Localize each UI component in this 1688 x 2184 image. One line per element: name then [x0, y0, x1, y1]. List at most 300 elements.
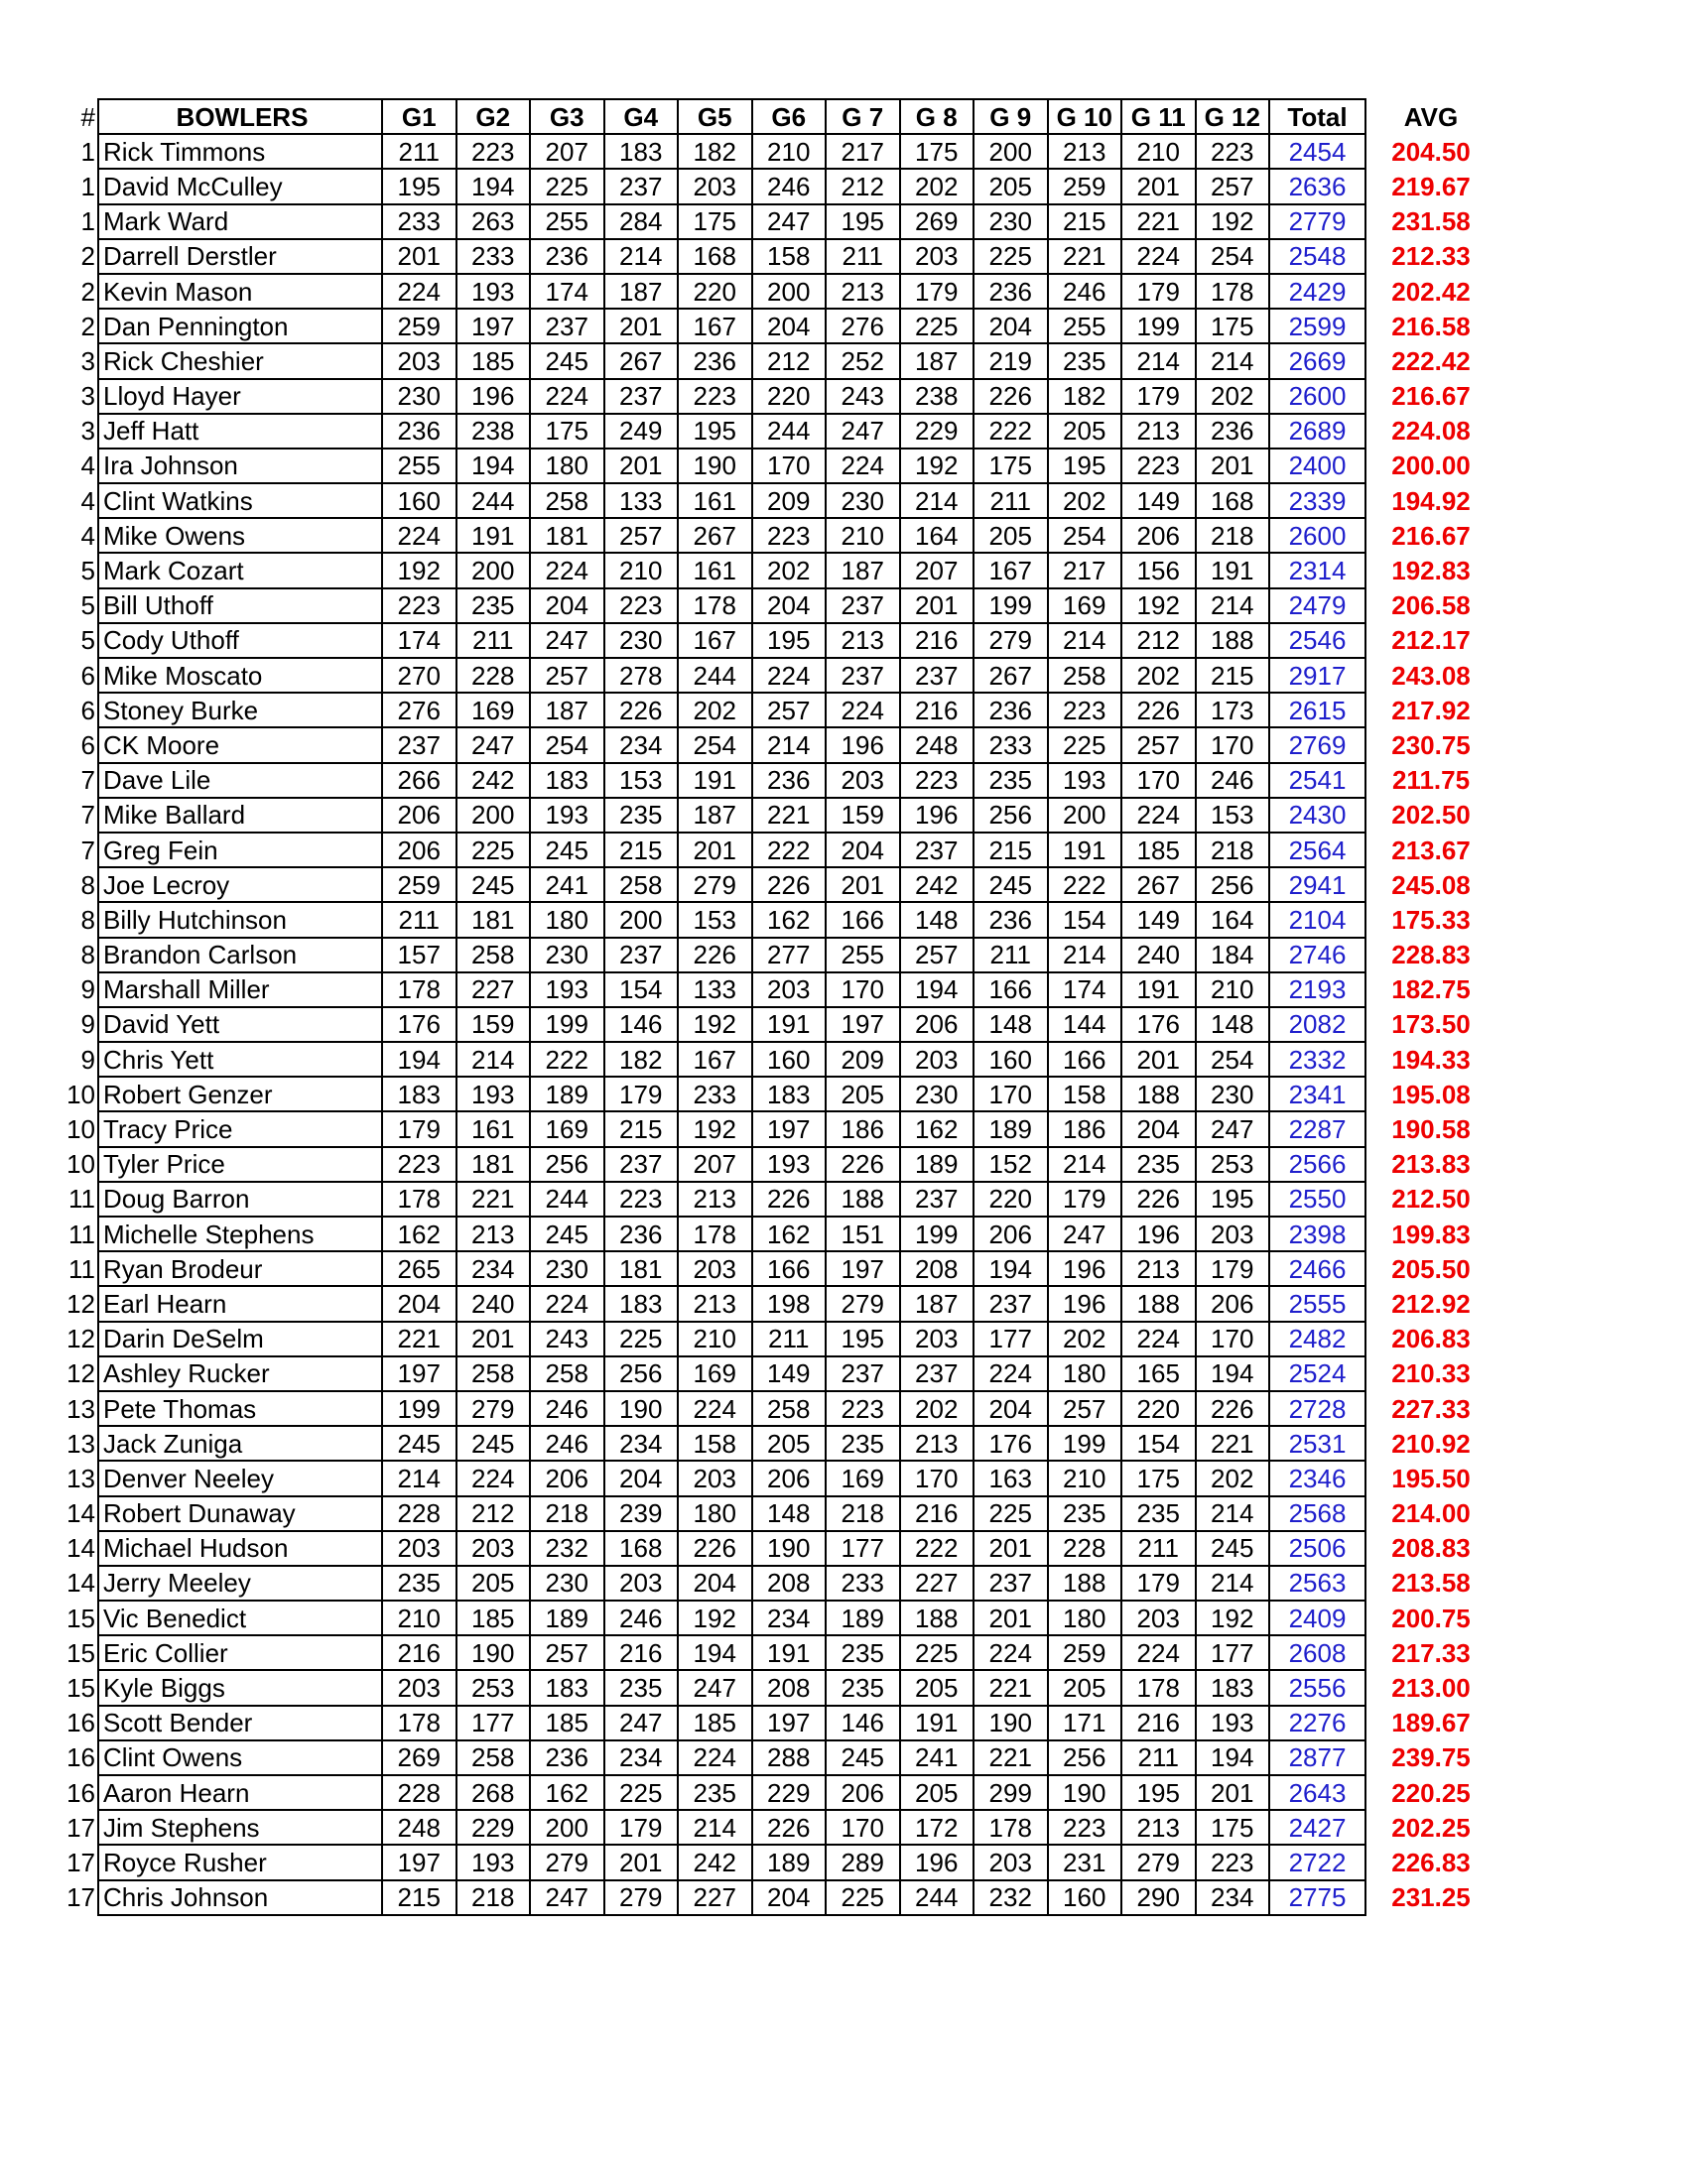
game-2-score-cell: 223	[456, 134, 531, 169]
game-3-score-cell: 189	[530, 1077, 604, 1111]
table-row	[56, 1706, 1495, 1740]
game-3-score-cell: 236	[530, 1740, 604, 1775]
game-11-score-cell: 216	[1121, 1706, 1196, 1740]
game-7-score-cell: 230	[826, 483, 900, 518]
game-3-score-cell: 218	[530, 1496, 604, 1531]
game-4-score-cell: 284	[604, 204, 679, 239]
table-row	[56, 1147, 1495, 1182]
game-6-score-cell: 246	[752, 169, 827, 203]
game-7-score-cell: 235	[826, 1635, 900, 1670]
rank-cell: 6	[80, 729, 95, 760]
header-game-12: G 12	[1196, 99, 1270, 134]
bowler-name-cell: Pete Thomas	[98, 1391, 382, 1426]
game-7-score-cell: 289	[826, 1845, 900, 1879]
game-11-score-cell: 188	[1121, 1286, 1196, 1321]
game-9-score-cell: 200	[974, 134, 1048, 169]
game-9-score-cell: 194	[974, 1251, 1048, 1286]
game-3-score-cell: 206	[530, 1461, 604, 1495]
bowler-name-cell: Joe Lecroy	[98, 867, 382, 902]
game-11-score-cell: 221	[1121, 204, 1196, 239]
game-2-score-cell: 258	[456, 938, 531, 972]
game-12-score-cell: 214	[1196, 1496, 1270, 1531]
game-5-score-cell: 227	[678, 1880, 752, 1915]
game-5-score-cell: 182	[678, 134, 752, 169]
game-1-score-cell: 276	[382, 693, 456, 727]
game-6-score-cell: 220	[752, 379, 827, 414]
game-3-score-cell: 193	[530, 798, 604, 833]
game-4-score-cell: 133	[604, 483, 679, 518]
table-row	[56, 798, 1495, 833]
game-1-score-cell: 194	[382, 1042, 456, 1077]
total-cell: 2568	[1269, 1496, 1365, 1531]
game-4-score-cell: 215	[604, 833, 679, 867]
game-3-score-cell: 247	[530, 623, 604, 658]
game-9-score-cell: 236	[974, 693, 1048, 727]
game-10-score-cell: 255	[1048, 309, 1122, 343]
game-8-score-cell: 216	[900, 693, 974, 727]
table-row	[56, 449, 1495, 483]
bowler-name-cell: Mark Cozart	[98, 553, 382, 587]
game-1-score-cell: 223	[382, 1147, 456, 1182]
bowler-name-cell: Tyler Price	[98, 1147, 382, 1182]
game-7-score-cell: 279	[826, 1286, 900, 1321]
total-cell: 2506	[1269, 1531, 1365, 1566]
game-2-score-cell: 193	[456, 274, 531, 309]
total-cell: 2555	[1269, 1286, 1365, 1321]
game-2-score-cell: 194	[456, 449, 531, 483]
game-7-score-cell: 209	[826, 1042, 900, 1077]
average-cell: 239.75	[1391, 1742, 1471, 1773]
game-10-score-cell: 213	[1048, 134, 1122, 169]
game-10-score-cell: 205	[1048, 414, 1122, 449]
game-8-score-cell: 179	[900, 274, 974, 309]
table-row	[56, 938, 1495, 972]
game-10-score-cell: 158	[1048, 1077, 1122, 1111]
game-1-score-cell: 203	[382, 1531, 456, 1566]
game-8-score-cell: 214	[900, 483, 974, 518]
game-7-score-cell: 226	[826, 1147, 900, 1182]
bowler-name-cell: Robert Dunaway	[98, 1496, 382, 1531]
game-7-score-cell: 213	[826, 274, 900, 309]
game-8-score-cell: 242	[900, 867, 974, 902]
game-3-score-cell: 224	[530, 379, 604, 414]
average-cell: 182.75	[1391, 974, 1471, 1005]
game-6-score-cell: 208	[752, 1566, 827, 1601]
game-3-score-cell: 255	[530, 204, 604, 239]
bowler-name-cell: Ira Johnson	[98, 449, 382, 483]
game-3-score-cell: 230	[530, 1566, 604, 1601]
game-3-score-cell: 189	[530, 1601, 604, 1635]
header-game-4: G4	[604, 99, 679, 134]
game-6-score-cell: 189	[752, 1845, 827, 1879]
game-3-score-cell: 246	[530, 1426, 604, 1461]
game-1-score-cell: 237	[382, 727, 456, 762]
game-3-score-cell: 258	[530, 1356, 604, 1391]
rank-cell: 9	[80, 1009, 95, 1040]
game-3-score-cell: 207	[530, 134, 604, 169]
game-9-score-cell: 167	[974, 553, 1048, 587]
average-cell: 224.08	[1391, 416, 1471, 447]
game-7-score-cell: 197	[826, 1007, 900, 1042]
game-5-score-cell: 233	[678, 1077, 752, 1111]
header-bowlers: BOWLERS	[98, 99, 382, 134]
total-cell: 2722	[1269, 1845, 1365, 1879]
rank-cell: 2	[80, 276, 95, 307]
game-6-score-cell: 202	[752, 553, 827, 587]
average-cell: 210.92	[1391, 1428, 1471, 1459]
game-8-score-cell: 222	[900, 1531, 974, 1566]
game-10-score-cell: 166	[1048, 1042, 1122, 1077]
game-10-score-cell: 188	[1048, 1566, 1122, 1601]
game-8-score-cell: 216	[900, 1496, 974, 1531]
game-9-score-cell: 211	[974, 483, 1048, 518]
game-6-score-cell: 200	[752, 274, 827, 309]
game-4-score-cell: 237	[604, 938, 679, 972]
game-2-score-cell: 245	[456, 1426, 531, 1461]
total-cell: 2104	[1269, 902, 1365, 937]
rank-cell: 10	[66, 1114, 95, 1145]
table-row	[56, 1461, 1495, 1495]
game-11-score-cell: 179	[1121, 379, 1196, 414]
game-4-score-cell: 214	[604, 239, 679, 274]
game-7-score-cell: 276	[826, 309, 900, 343]
game-9-score-cell: 201	[974, 1601, 1048, 1635]
game-9-score-cell: 237	[974, 1566, 1048, 1601]
game-4-score-cell: 225	[604, 1775, 679, 1810]
game-1-score-cell: 259	[382, 309, 456, 343]
game-8-score-cell: 202	[900, 169, 974, 203]
game-3-score-cell: 162	[530, 1775, 604, 1810]
game-5-score-cell: 194	[678, 1635, 752, 1670]
game-12-score-cell: 230	[1196, 1077, 1270, 1111]
game-1-score-cell: 204	[382, 1286, 456, 1321]
table-row	[56, 1810, 1495, 1845]
game-7-score-cell: 195	[826, 1322, 900, 1356]
game-6-score-cell: 221	[752, 798, 827, 833]
game-12-score-cell: 253	[1196, 1147, 1270, 1182]
game-8-score-cell: 237	[900, 833, 974, 867]
table-row	[56, 239, 1495, 274]
game-8-score-cell: 229	[900, 414, 974, 449]
game-10-score-cell: 223	[1048, 1810, 1122, 1845]
total-cell: 2479	[1269, 588, 1365, 623]
game-3-score-cell: 230	[530, 938, 604, 972]
game-5-score-cell: 235	[678, 1775, 752, 1810]
average-cell: 231.58	[1391, 206, 1471, 237]
game-10-score-cell: 182	[1048, 379, 1122, 414]
game-1-score-cell: 211	[382, 134, 456, 169]
game-4-score-cell: 223	[604, 588, 679, 623]
game-10-score-cell: 191	[1048, 833, 1122, 867]
game-4-score-cell: 237	[604, 169, 679, 203]
game-5-score-cell: 254	[678, 727, 752, 762]
game-3-score-cell: 230	[530, 1251, 604, 1286]
game-6-score-cell: 224	[752, 658, 827, 693]
table-row	[56, 169, 1495, 203]
rank-cell: 1	[80, 136, 95, 167]
game-9-score-cell: 220	[974, 1182, 1048, 1217]
table-row	[56, 1775, 1495, 1810]
average-cell: 227.33	[1391, 1393, 1471, 1424]
game-7-score-cell: 188	[826, 1182, 900, 1217]
total-cell: 2466	[1269, 1251, 1365, 1286]
game-3-score-cell: 225	[530, 169, 604, 203]
game-2-score-cell: 235	[456, 588, 531, 623]
game-1-score-cell: 201	[382, 239, 456, 274]
game-11-score-cell: 156	[1121, 553, 1196, 587]
game-12-score-cell: 178	[1196, 274, 1270, 309]
game-2-score-cell: 229	[456, 1810, 531, 1845]
table-row	[56, 1391, 1495, 1426]
game-2-score-cell: 194	[456, 169, 531, 203]
game-9-score-cell: 148	[974, 1007, 1048, 1042]
game-5-score-cell: 224	[678, 1740, 752, 1775]
game-10-score-cell: 247	[1048, 1217, 1122, 1251]
game-5-score-cell: 178	[678, 1217, 752, 1251]
game-8-score-cell: 223	[900, 763, 974, 798]
game-9-score-cell: 203	[974, 1845, 1048, 1879]
game-1-score-cell: 210	[382, 1601, 456, 1635]
game-12-score-cell: 175	[1196, 1810, 1270, 1845]
game-10-score-cell: 235	[1048, 1496, 1122, 1531]
total-cell: 2287	[1269, 1111, 1365, 1146]
game-7-score-cell: 151	[826, 1217, 900, 1251]
total-cell: 2482	[1269, 1322, 1365, 1356]
game-10-score-cell: 217	[1048, 553, 1122, 587]
average-cell: 228.83	[1391, 940, 1471, 970]
game-7-score-cell: 245	[826, 1740, 900, 1775]
game-1-score-cell: 266	[382, 763, 456, 798]
bowler-name-cell: Marshall Miller	[98, 972, 382, 1007]
game-3-score-cell: 232	[530, 1531, 604, 1566]
game-1-score-cell: 269	[382, 1740, 456, 1775]
game-10-score-cell: 256	[1048, 1740, 1122, 1775]
average-cell: 211.75	[1391, 765, 1471, 796]
game-6-score-cell: 214	[752, 727, 827, 762]
game-7-score-cell: 235	[826, 1426, 900, 1461]
game-10-score-cell: 196	[1048, 1286, 1122, 1321]
game-11-score-cell: 224	[1121, 1635, 1196, 1670]
game-2-score-cell: 225	[456, 833, 531, 867]
rank-cell: 1	[80, 206, 95, 237]
header-game-2: G2	[456, 99, 531, 134]
game-12-score-cell: 184	[1196, 938, 1270, 972]
game-8-score-cell: 244	[900, 1880, 974, 1915]
game-3-score-cell: 254	[530, 727, 604, 762]
game-11-score-cell: 185	[1121, 833, 1196, 867]
game-6-score-cell: 257	[752, 693, 827, 727]
game-2-score-cell: 227	[456, 972, 531, 1007]
game-5-score-cell: 203	[678, 1251, 752, 1286]
game-4-score-cell: 146	[604, 1007, 679, 1042]
table-row	[56, 1042, 1495, 1077]
game-9-score-cell: 222	[974, 414, 1048, 449]
game-6-score-cell: 226	[752, 867, 827, 902]
rank-cell: 15	[66, 1637, 95, 1668]
game-4-score-cell: 239	[604, 1496, 679, 1531]
game-5-score-cell: 213	[678, 1286, 752, 1321]
game-8-score-cell: 194	[900, 972, 974, 1007]
average-cell: 222.42	[1391, 345, 1471, 376]
game-6-score-cell: 162	[752, 902, 827, 937]
game-2-score-cell: 238	[456, 414, 531, 449]
rank-cell: 12	[66, 1288, 95, 1319]
game-1-score-cell: 206	[382, 798, 456, 833]
game-11-score-cell: 206	[1121, 518, 1196, 553]
game-4-score-cell: 201	[604, 449, 679, 483]
game-5-score-cell: 187	[678, 798, 752, 833]
game-1-score-cell: 245	[382, 1426, 456, 1461]
game-8-score-cell: 237	[900, 1356, 974, 1391]
bowler-name-cell: Earl Hearn	[98, 1286, 382, 1321]
table-row	[56, 1007, 1495, 1042]
game-11-score-cell: 224	[1121, 798, 1196, 833]
game-5-score-cell: 279	[678, 867, 752, 902]
game-6-score-cell: 183	[752, 1077, 827, 1111]
rank-cell: 3	[80, 381, 95, 412]
game-6-score-cell: 212	[752, 343, 827, 378]
game-6-score-cell: 158	[752, 239, 827, 274]
game-7-score-cell: 210	[826, 518, 900, 553]
game-10-score-cell: 186	[1048, 1111, 1122, 1146]
game-11-score-cell: 240	[1121, 938, 1196, 972]
game-7-score-cell: 223	[826, 1391, 900, 1426]
game-1-score-cell: 174	[382, 623, 456, 658]
bowlers-table	[56, 98, 1495, 1916]
game-4-score-cell: 279	[604, 1880, 679, 1915]
game-2-score-cell: 201	[456, 1322, 531, 1356]
game-12-score-cell: 236	[1196, 414, 1270, 449]
total-cell: 2550	[1269, 1182, 1365, 1217]
game-4-score-cell: 183	[604, 134, 679, 169]
game-4-score-cell: 153	[604, 763, 679, 798]
game-10-score-cell: 235	[1048, 343, 1122, 378]
table-row	[56, 588, 1495, 623]
game-9-score-cell: 204	[974, 1391, 1048, 1426]
total-cell: 2566	[1269, 1147, 1365, 1182]
bowler-name-cell: Mark Ward	[98, 204, 382, 239]
bowler-name-cell: CK Moore	[98, 727, 382, 762]
game-7-score-cell: 203	[826, 763, 900, 798]
game-4-score-cell: 154	[604, 972, 679, 1007]
game-6-score-cell: 288	[752, 1740, 827, 1775]
game-3-score-cell: 174	[530, 274, 604, 309]
game-1-score-cell: 265	[382, 1251, 456, 1286]
game-11-score-cell: 279	[1121, 1845, 1196, 1879]
game-8-score-cell: 203	[900, 1322, 974, 1356]
game-2-score-cell: 203	[456, 1531, 531, 1566]
header-game-9: G 9	[974, 99, 1048, 134]
game-11-score-cell: 179	[1121, 274, 1196, 309]
game-6-score-cell: 166	[752, 1251, 827, 1286]
game-10-score-cell: 174	[1048, 972, 1122, 1007]
average-cell: 189.67	[1391, 1708, 1471, 1738]
game-12-score-cell: 192	[1196, 1601, 1270, 1635]
game-6-score-cell: 247	[752, 204, 827, 239]
game-4-score-cell: 247	[604, 1706, 679, 1740]
total-cell: 2546	[1269, 623, 1365, 658]
bowler-name-cell: Ashley Rucker	[98, 1356, 382, 1391]
game-12-score-cell: 173	[1196, 693, 1270, 727]
game-12-score-cell: 201	[1196, 449, 1270, 483]
game-1-score-cell: 236	[382, 414, 456, 449]
bowler-name-cell: Jim Stephens	[98, 1810, 382, 1845]
game-5-score-cell: 175	[678, 204, 752, 239]
game-10-score-cell: 160	[1048, 1880, 1122, 1915]
rank-cell: 4	[80, 520, 95, 551]
game-10-score-cell: 225	[1048, 727, 1122, 762]
table-row	[56, 1601, 1495, 1635]
game-6-score-cell: 206	[752, 1461, 827, 1495]
rank-cell: 14	[66, 1533, 95, 1564]
header-game-10: G 10	[1048, 99, 1122, 134]
total-cell: 2669	[1269, 343, 1365, 378]
game-2-score-cell: 169	[456, 693, 531, 727]
rank-cell: 2	[80, 241, 95, 272]
game-7-score-cell: 237	[826, 588, 900, 623]
game-1-score-cell: 223	[382, 588, 456, 623]
game-11-score-cell: 201	[1121, 169, 1196, 203]
game-8-score-cell: 175	[900, 134, 974, 169]
game-5-score-cell: 161	[678, 483, 752, 518]
game-5-score-cell: 158	[678, 1426, 752, 1461]
rank-cell: 8	[80, 869, 95, 900]
game-11-score-cell: 175	[1121, 1461, 1196, 1495]
table-row	[56, 1077, 1495, 1111]
game-4-score-cell: 235	[604, 798, 679, 833]
game-1-score-cell: 199	[382, 1391, 456, 1426]
game-6-score-cell: 223	[752, 518, 827, 553]
game-11-score-cell: 149	[1121, 483, 1196, 518]
game-8-score-cell: 202	[900, 1391, 974, 1426]
game-10-score-cell: 210	[1048, 1461, 1122, 1495]
game-10-score-cell: 215	[1048, 204, 1122, 239]
table-row	[56, 623, 1495, 658]
table-row	[56, 553, 1495, 587]
game-3-score-cell: 183	[530, 1670, 604, 1705]
game-8-score-cell: 148	[900, 902, 974, 937]
table-row	[56, 972, 1495, 1007]
rank-cell: 7	[80, 800, 95, 831]
game-5-score-cell: 204	[678, 1566, 752, 1601]
game-4-score-cell: 226	[604, 693, 679, 727]
game-7-score-cell: 170	[826, 972, 900, 1007]
game-11-score-cell: 201	[1121, 1042, 1196, 1077]
average-cell: 212.92	[1391, 1288, 1471, 1319]
game-6-score-cell: 277	[752, 938, 827, 972]
game-6-score-cell: 197	[752, 1111, 827, 1146]
bowler-name-cell: Michelle Stephens	[98, 1217, 382, 1251]
game-11-score-cell: 213	[1121, 414, 1196, 449]
bowler-name-cell: Cody Uthoff	[98, 623, 382, 658]
game-8-score-cell: 225	[900, 1635, 974, 1670]
rank-cell: 5	[80, 556, 95, 586]
table-row	[56, 1740, 1495, 1775]
game-12-score-cell: 214	[1196, 1566, 1270, 1601]
rank-cell: 6	[80, 695, 95, 725]
game-3-score-cell: 175	[530, 414, 604, 449]
game-12-score-cell: 257	[1196, 169, 1270, 203]
total-cell: 2276	[1269, 1706, 1365, 1740]
game-7-score-cell: 159	[826, 798, 900, 833]
header-game-5: G5	[678, 99, 752, 134]
game-10-score-cell: 144	[1048, 1007, 1122, 1042]
game-5-score-cell: 224	[678, 1391, 752, 1426]
game-11-score-cell: 212	[1121, 623, 1196, 658]
game-5-score-cell: 214	[678, 1810, 752, 1845]
game-10-score-cell: 180	[1048, 1601, 1122, 1635]
game-1-score-cell: 197	[382, 1356, 456, 1391]
